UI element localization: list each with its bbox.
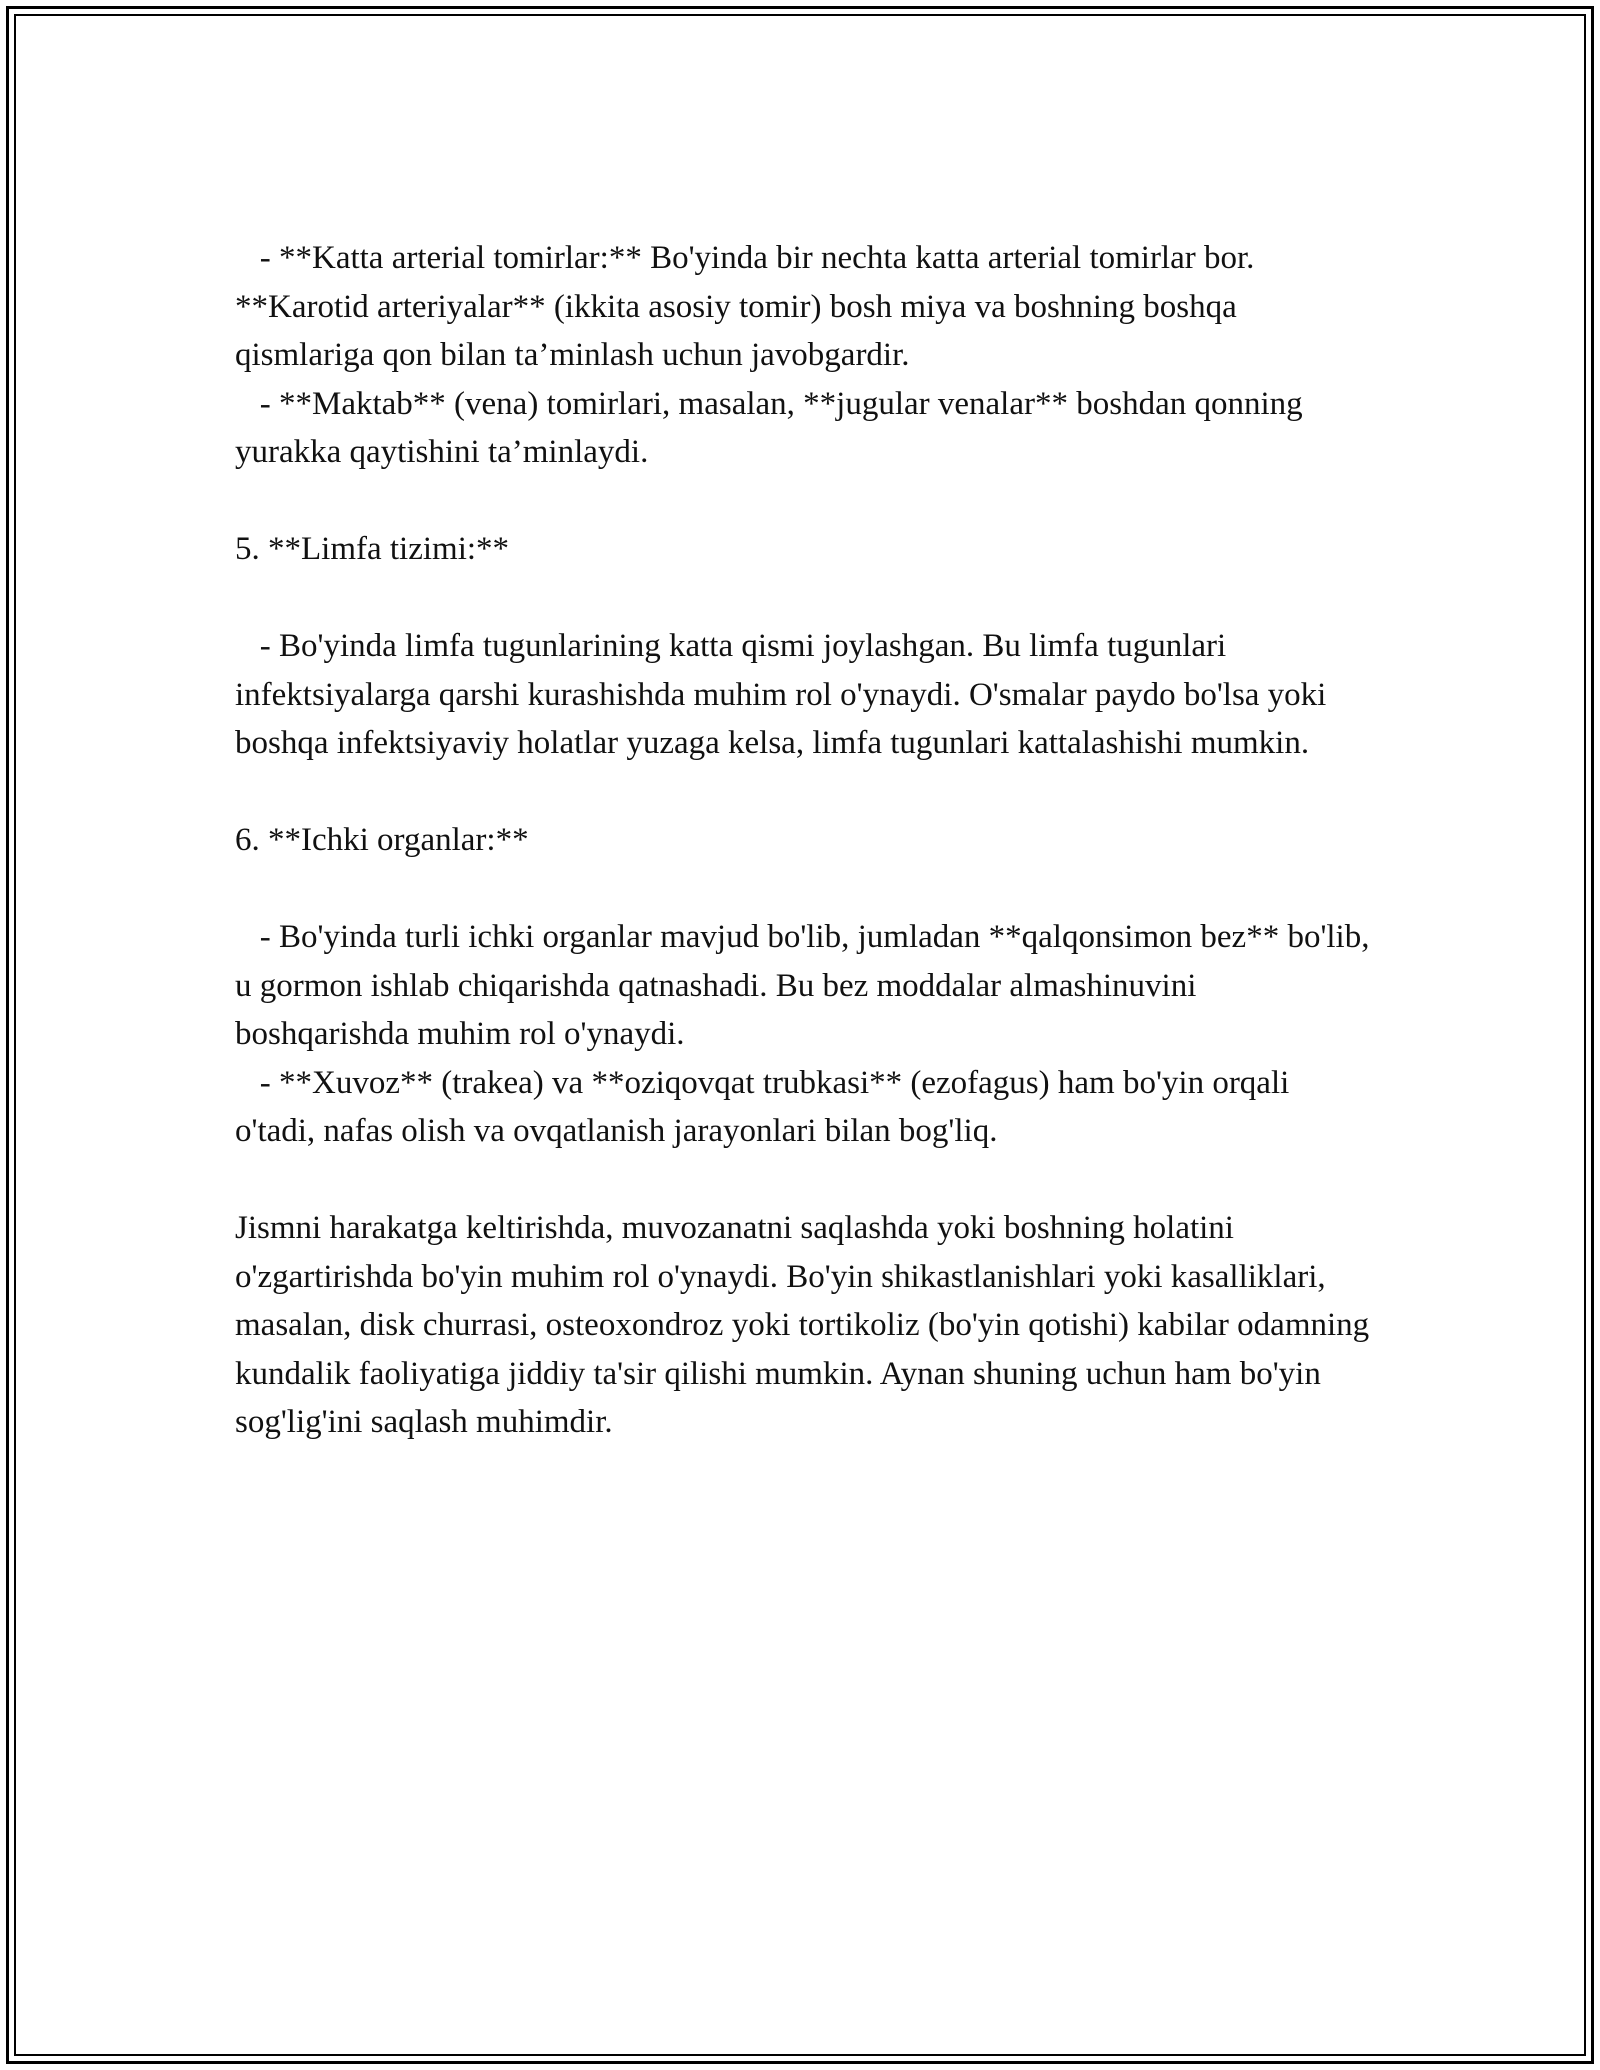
paragraph-thyroid: - Bo'yinda turli ichki organlar mavjud bo'lib, jumladan **qalqonsimon bez** bo'lib, u gormon ishlab chiqarishda qatnashadi. Bu bez moddalar almashinuvini boshqarishda muhim rol o'ynaydi. [235,919,1378,1052]
blank-line [235,768,1375,817]
paragraph-lymph-nodes: - Bo'yinda limfa tugunlarining katta qismi joylashgan. Bu limfa tugunlari infektsiyalarga qarshi kurashishda muhim rol o'ynaydi. O'smalar paydo bo'lsa yoki boshqa infektsiyaviy holatlar yuzaga kelsa, limfa tugunlari kattalashishi mumkin. [235,628,1335,761]
paragraph-veins: - **Maktab** (vena) tomirlari, masalan, **jugular venalar** boshdan qonning yurakka qaytishini ta’minlaydi. [235,385,1311,470]
heading-lymph-system: 5. **Limfa tizimi:** [235,531,510,567]
paragraph-conclusion: Jismni harakatga keltirishda, muvozanatni saqlashda yoki boshning holatini o'zgartirishda bo'yin muhim rol o'ynaydi. Bo'yin shikastlanishlari yoki kasalliklari, masalan, disk churrasi, osteoxondroz yoki tortikoliz (bo'yin qotishi) kabilar odamning kundalik faoliyatiga jiddiy ta'sir qilishi mumkin. Aynan shuning uchun ham bo'yin sog'lig'ini saqlash muhimdir. [235,1210,1378,1440]
paragraph-arteries: - **Katta arterial tomirlar:** Bo'yinda bir nechta katta arterial tomirlar bor. **Karotid arteriyalar** (ikkita asosiy tomir) bosh miya va boshning boshqa qismlariga qon bilan ta’minlash uchun javobgardir. [235,240,1263,373]
document-body [235,234,1378,1447]
paragraph-trachea-esophagus: - **Xuvoz** (trakea) va **oziqovqat trubkasi** (ezofagus) ham bo'yin orqali o'tadi, nafas olish va ovqatlanish jarayonlari bilan bog'liq. [235,1064,1298,1149]
heading-internal-organs: 6. **Ichki organlar:** [235,822,529,858]
blank-line [235,865,1375,914]
blank-line [235,574,1375,623]
blank-line [235,1156,1375,1205]
blank-line [235,477,1375,526]
